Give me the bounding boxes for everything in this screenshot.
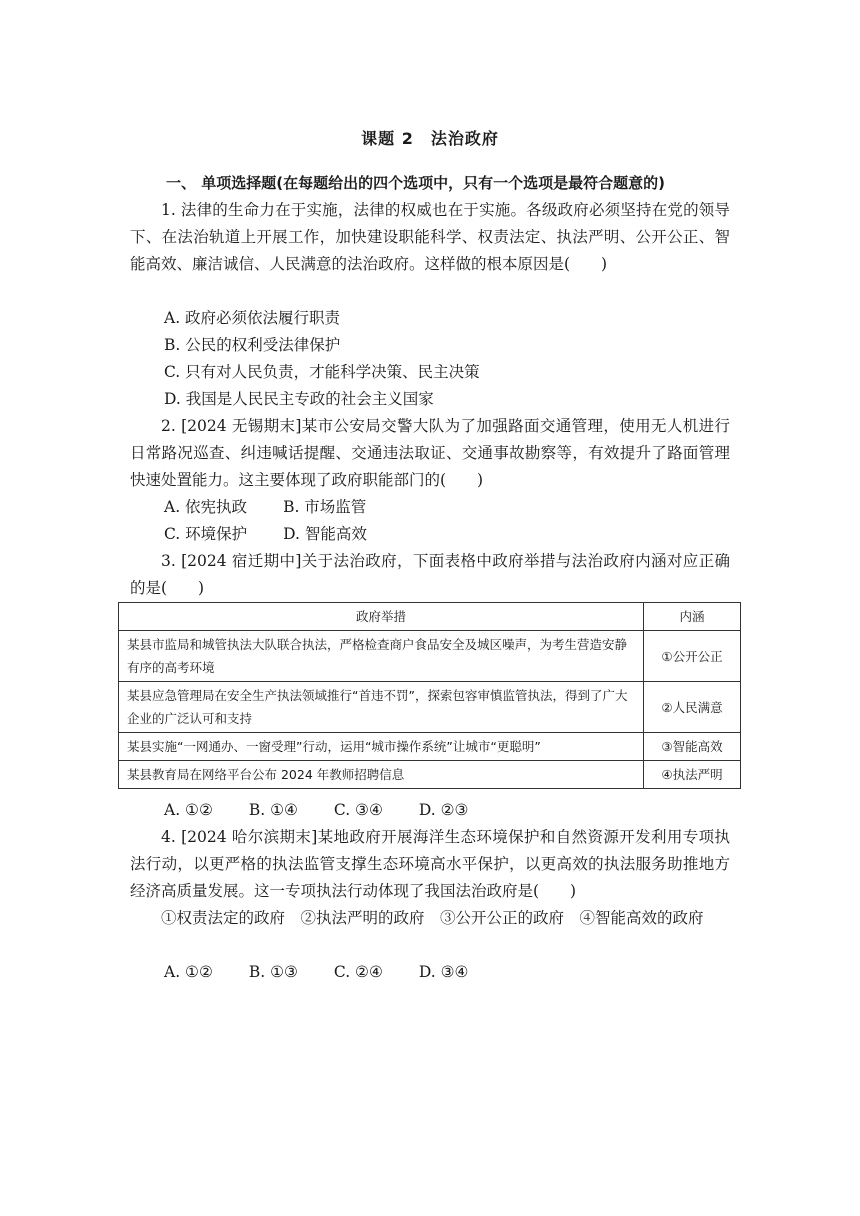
question-4-option-d: D. ③④ bbox=[418, 963, 469, 981]
table-header-row bbox=[119, 603, 741, 631]
question-4-option-c: C. ②④ bbox=[333, 963, 383, 981]
table-header-connotation: 内涵 bbox=[644, 603, 741, 631]
question-4-option-b: B. ①③ bbox=[248, 963, 298, 981]
question-1-stem: 1. 法律的生命力在于实施，法律的权威也在于实施。各级政府必须坚持在党的领导下、在法治轨道上开展工作，加快建设职能科学、权责法定、执法严明、公开公正、智能高效、廉洁诚信、人民满意的法治政府。这样做的根本原因是( ) bbox=[130, 201, 730, 273]
question-3-option-d: D. ②③ bbox=[418, 801, 469, 819]
question-2-options-row-2 bbox=[164, 521, 367, 548]
table-cell-measure: 某县应急管理局在安全生产执法领域推行“首违不罚”，探索包容审慎监管执法，得到了广大企业的广泛认可和支持 bbox=[119, 682, 644, 733]
table-cell-connotation: ③智能高效 bbox=[644, 733, 741, 761]
table-row bbox=[119, 631, 741, 682]
question-4-stem: 4. [2024 哈尔滨期末]某地政府开展海洋生态环境保护和自然资源开发利用专项执法行动，以更严格的执法监管支撑生态环境高水平保护，以更高效的执法服务助推地方经济高质量发展。这一专项执法行动体现了我国法治政府是( ) bbox=[130, 828, 730, 900]
table-row bbox=[119, 761, 741, 789]
question-3-option-a: A. ①② bbox=[164, 801, 213, 819]
question-2-option-b: B. 市场监管 bbox=[283, 498, 367, 516]
question-3-options bbox=[164, 797, 468, 824]
table-cell-measure: 某县市监局和城管执法大队联合执法，严格检查商户食品安全及城区噪声，为考生营造安静有序的高考环境 bbox=[119, 631, 644, 682]
table-cell-measure: 某县教育局在网络平台公布 2024 年教师招聘信息 bbox=[119, 761, 644, 789]
question-3-option-b: B. ①④ bbox=[248, 801, 298, 819]
question-2-stem: 2. [2024 无锡期末]某市公安局交警大队为了加强路面交通管理，使用无人机进行日常路况巡查、纠违喊话提醒、交通违法取证、交通事故勘察等，有效提升了路面管理快速处置能力。这主要体现了政府职能部门的( ) bbox=[130, 417, 730, 489]
table-cell-measure: 某县实施“一网通办、一窗受理”行动，运用“城市操作系统”让城市“更聪明” bbox=[119, 733, 644, 761]
question-1-option-a: A. 政府必须依法履行职责 bbox=[164, 309, 341, 327]
question-2-option-d: D. 智能高效 bbox=[283, 525, 367, 543]
question-1-option-d: D. 我国是人民民主专政的社会主义国家 bbox=[164, 390, 434, 408]
section-heading: 一、 单项选择题(在每题给出的四个选项中，只有一个选项是最符合题意的) bbox=[166, 174, 665, 192]
question-1-option-b: B. 公民的权利受法律保护 bbox=[164, 336, 341, 354]
question-2-option-c: C. 环境保护 bbox=[164, 525, 248, 543]
question-4-option-a: A. ①② bbox=[164, 963, 213, 981]
question-3-stem: 3. [2024 宿迁期中]关于法治政府，下面表格中政府举措与法治政府内涵对应正确的是( ) bbox=[130, 552, 730, 597]
question-2-option-a: A. 依宪执政 bbox=[164, 498, 248, 516]
table-row bbox=[119, 733, 741, 761]
question-4-statements: ①权责法定的政府 ②执法严明的政府 ③公开公正的政府 ④智能高效的政府 bbox=[161, 909, 704, 927]
table-cell-connotation: ②人民满意 bbox=[644, 682, 741, 733]
question-2-options-row-1 bbox=[164, 494, 366, 521]
table-cell-connotation: ④执法严明 bbox=[644, 761, 741, 789]
question-4-options bbox=[164, 959, 468, 986]
question-3-option-c: C. ③④ bbox=[333, 801, 383, 819]
question-3-table bbox=[118, 602, 741, 789]
table-row bbox=[119, 682, 741, 733]
table-header-measures: 政府举措 bbox=[119, 603, 644, 631]
table-cell-connotation: ①公开公正 bbox=[644, 631, 741, 682]
page-title: 课题 2 法治政府 bbox=[361, 129, 499, 148]
question-1-option-c: C. 只有对人民负责，才能科学决策、民主决策 bbox=[164, 363, 480, 381]
